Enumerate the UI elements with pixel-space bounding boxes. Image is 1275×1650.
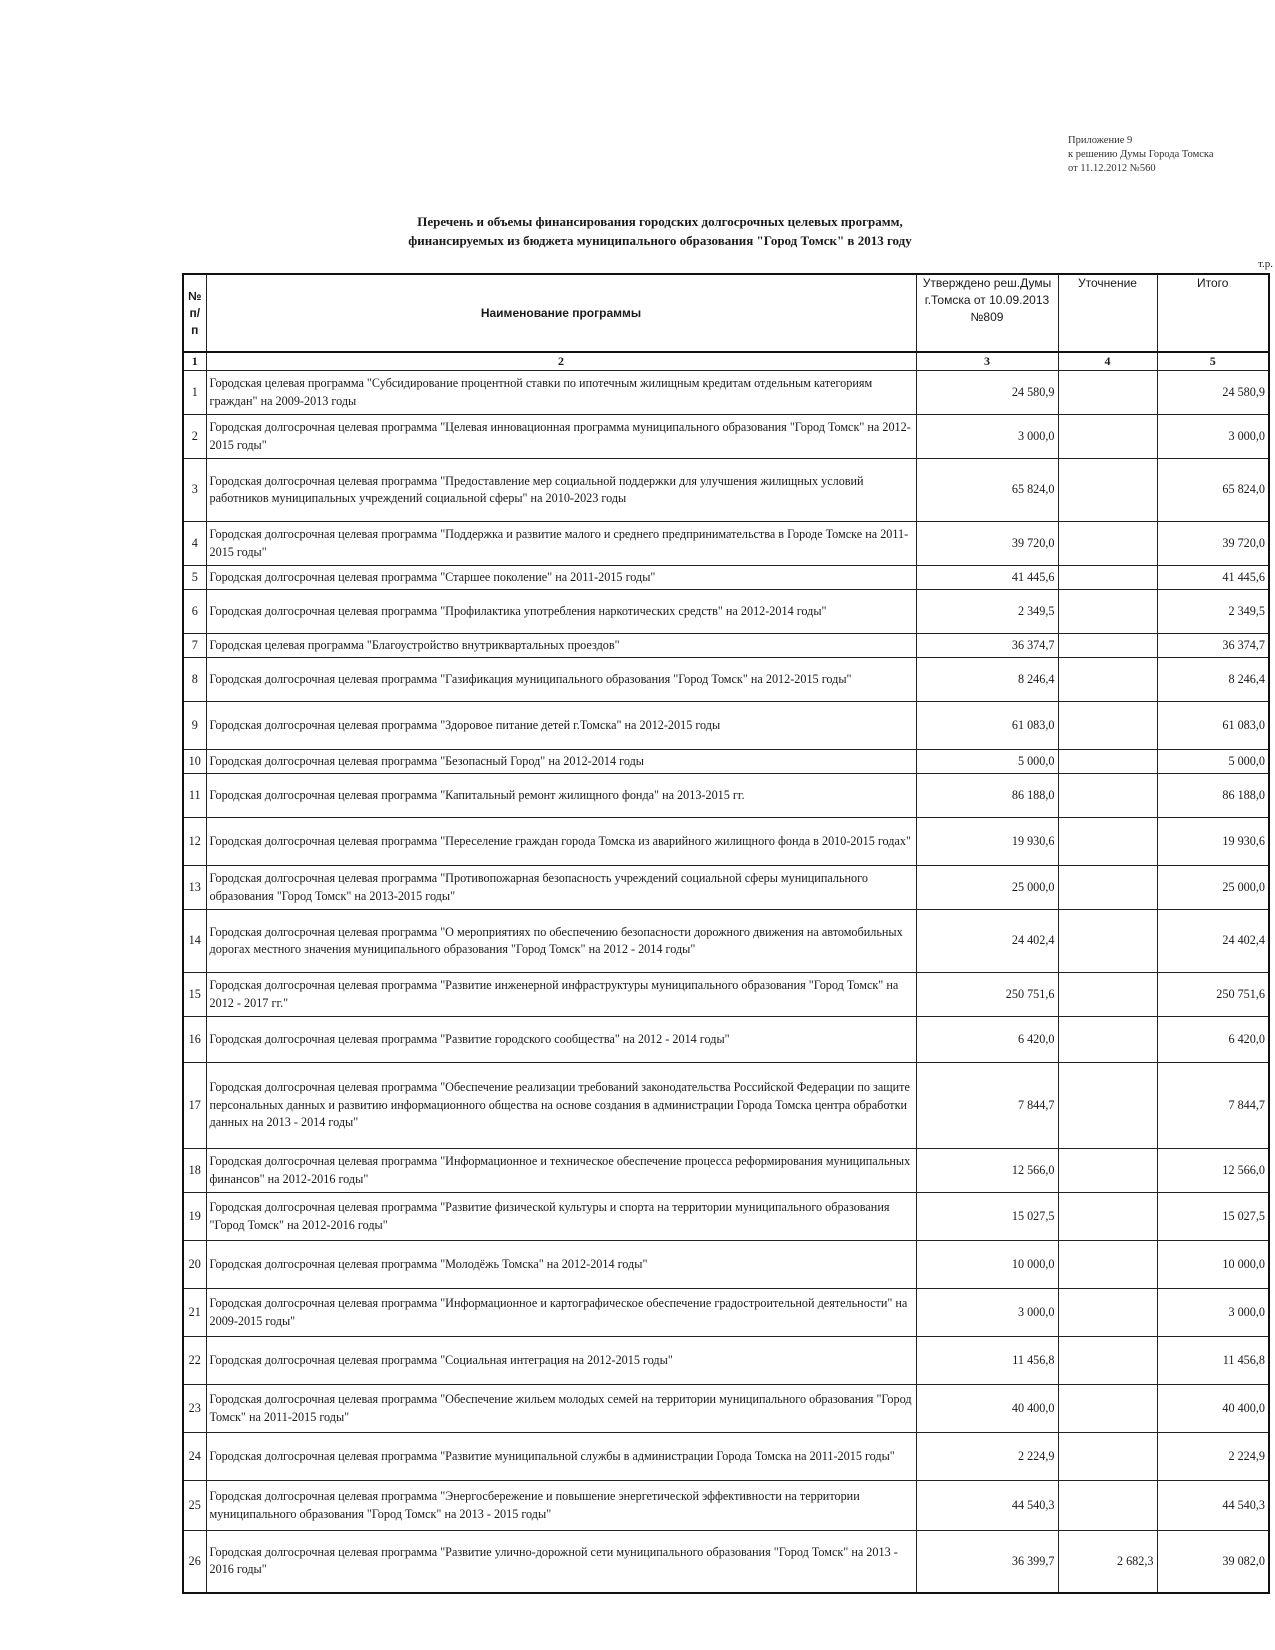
row-number: 6	[183, 590, 206, 634]
document-title	[360, 212, 960, 250]
program-name: Городская долгосрочная целевая программа "Энергосбережение и повышение энергетической эффективности на территории муниципального образования "Город Томск" на 2013 - 2015 годы"	[206, 1481, 916, 1531]
table-row	[183, 658, 1269, 702]
column-index: 2	[206, 352, 916, 371]
row-number: 15	[183, 973, 206, 1017]
total-amount: 86 188,0	[1157, 774, 1269, 818]
row-number: 23	[183, 1385, 206, 1433]
approved-amount: 8 246,4	[916, 658, 1058, 702]
clarification-amount	[1058, 973, 1157, 1017]
row-number: 18	[183, 1149, 206, 1193]
clarification-amount	[1058, 1149, 1157, 1193]
clarification-amount	[1058, 774, 1157, 818]
approved-amount: 250 751,6	[916, 973, 1058, 1017]
row-number: 19	[183, 1193, 206, 1241]
program-name: Городская долгосрочная целевая программа "О мероприятиях по обеспечению безопасности дорожного движения на автомобильных дорогах местного значения муниципального образования "Город Томск" на 2012 - 2014 годы"	[206, 910, 916, 973]
table-row	[183, 634, 1269, 658]
row-number: 2	[183, 415, 206, 459]
table-row	[183, 590, 1269, 634]
row-number: 1	[183, 371, 206, 415]
table-row	[183, 522, 1269, 566]
total-amount: 61 083,0	[1157, 702, 1269, 750]
column-index: 1	[183, 352, 206, 371]
table-row	[183, 1149, 1269, 1193]
table-row	[183, 1017, 1269, 1063]
total-amount: 39 720,0	[1157, 522, 1269, 566]
row-number: 3	[183, 459, 206, 522]
table-row	[183, 1241, 1269, 1289]
column-index: 4	[1058, 352, 1157, 371]
program-name: Городская целевая программа "Благоустройство внутриквартальных проездов"	[206, 634, 916, 658]
column-index: 3	[916, 352, 1058, 371]
row-number: 9	[183, 702, 206, 750]
table-row	[183, 459, 1269, 522]
total-amount: 19 930,6	[1157, 818, 1269, 866]
table-row	[183, 866, 1269, 910]
table-row	[183, 1385, 1269, 1433]
program-name: Городская долгосрочная целевая программа "Безопасный Город" на 2012-2014 годы	[206, 750, 916, 774]
row-number: 17	[183, 1063, 206, 1149]
program-name: Городская долгосрочная целевая программа "Молодёжь Томска" на 2012-2014 годы"	[206, 1241, 916, 1289]
total-amount: 8 246,4	[1157, 658, 1269, 702]
clarification-amount	[1058, 818, 1157, 866]
clarification-amount	[1058, 702, 1157, 750]
row-number: 10	[183, 750, 206, 774]
total-amount: 10 000,0	[1157, 1241, 1269, 1289]
clarification-amount	[1058, 658, 1157, 702]
total-amount: 36 374,7	[1157, 634, 1269, 658]
approved-amount: 3 000,0	[916, 415, 1058, 459]
row-number: 16	[183, 1017, 206, 1063]
total-amount: 24 402,4	[1157, 910, 1269, 973]
table-row	[183, 750, 1269, 774]
clarification-amount	[1058, 1337, 1157, 1385]
program-name: Городская долгосрочная целевая программа "Обеспечение жильем молодых семей на территории муниципального образования "Город Томск" на 2011-2015 годы"	[206, 1385, 916, 1433]
total-amount: 5 000,0	[1157, 750, 1269, 774]
table-row	[183, 818, 1269, 866]
table-row	[183, 702, 1269, 750]
units-label: т.р.	[1258, 258, 1273, 270]
program-name: Городская долгосрочная целевая программа "Противопожарная безопасность учреждений социальной сферы муниципального образования "Город Томск" на 2013-2015 годы"	[206, 866, 916, 910]
approved-amount: 15 027,5	[916, 1193, 1058, 1241]
approved-amount: 19 930,6	[916, 818, 1058, 866]
approved-amount: 39 720,0	[916, 522, 1058, 566]
approved-amount: 36 374,7	[916, 634, 1058, 658]
program-name: Городская целевая программа "Субсидирование процентной ставки по ипотечным жилищным кредитам отдельным категориям граждан" на 2009-2013 годы	[206, 371, 916, 415]
clarification-amount	[1058, 910, 1157, 973]
clarification-amount	[1058, 459, 1157, 522]
clarification-amount	[1058, 1241, 1157, 1289]
approved-amount: 10 000,0	[916, 1241, 1058, 1289]
clarification-amount	[1058, 590, 1157, 634]
approved-amount: 7 844,7	[916, 1063, 1058, 1149]
row-number: 5	[183, 566, 206, 590]
total-amount: 44 540,3	[1157, 1481, 1269, 1531]
header-num: № п/п	[183, 274, 206, 352]
program-name: Городская долгосрочная целевая программа "Профилактика употребления наркотических средств" на 2012-2014 годы"	[206, 590, 916, 634]
clarification-amount	[1058, 1385, 1157, 1433]
total-amount: 12 566,0	[1157, 1149, 1269, 1193]
appendix-note	[1068, 134, 1214, 176]
total-amount: 11 456,8	[1157, 1337, 1269, 1385]
total-amount: 40 400,0	[1157, 1385, 1269, 1433]
row-number: 26	[183, 1531, 206, 1593]
total-amount: 24 580,9	[1157, 371, 1269, 415]
total-amount: 2 349,5	[1157, 590, 1269, 634]
table-row	[183, 1337, 1269, 1385]
clarification-amount	[1058, 750, 1157, 774]
row-number: 12	[183, 818, 206, 866]
program-name: Городская долгосрочная целевая программа "Развитие инженерной инфраструктуры муниципального образования "Город Томск" на 2012 - 2017 гг."	[206, 973, 916, 1017]
approved-amount: 12 566,0	[916, 1149, 1058, 1193]
table-row	[183, 371, 1269, 415]
clarification-amount	[1058, 866, 1157, 910]
row-number: 25	[183, 1481, 206, 1531]
clarification-amount	[1058, 1193, 1157, 1241]
header-approved: Утверждено реш.Думы г.Томска от 10.09.2013 №809	[916, 274, 1058, 352]
clarification-amount	[1058, 1063, 1157, 1149]
table-row	[183, 1063, 1269, 1149]
table-row	[183, 973, 1269, 1017]
table-row	[183, 415, 1269, 459]
approved-amount: 41 445,6	[916, 566, 1058, 590]
clarification-amount	[1058, 371, 1157, 415]
table-row	[183, 566, 1269, 590]
total-amount: 7 844,7	[1157, 1063, 1269, 1149]
approved-amount: 3 000,0	[916, 1289, 1058, 1337]
row-number: 4	[183, 522, 206, 566]
total-amount: 39 082,0	[1157, 1531, 1269, 1593]
approved-amount: 2 349,5	[916, 590, 1058, 634]
clarification-amount: 2 682,3	[1058, 1531, 1157, 1593]
total-amount: 6 420,0	[1157, 1017, 1269, 1063]
column-index-row	[183, 352, 1269, 371]
program-name: Городская долгосрочная целевая программа "Здоровое питание детей г.Томска" на 2012-2015 годы	[206, 702, 916, 750]
program-name: Городская долгосрочная целевая программа "Газификация муниципального образования "Город Томск" на 2012-2015 годы"	[206, 658, 916, 702]
header-name: Наименование программы	[206, 274, 916, 352]
program-name: Городская долгосрочная целевая программа "Развитие улично-дорожной сети муниципального образования "Город Томск" на 2013 - 2016 годы"	[206, 1531, 916, 1593]
clarification-amount	[1058, 566, 1157, 590]
approved-amount: 61 083,0	[916, 702, 1058, 750]
clarification-amount	[1058, 1289, 1157, 1337]
row-number: 11	[183, 774, 206, 818]
program-name: Городская долгосрочная целевая программа "Переселение граждан города Томска из аварийного жилищного фонда в 2010-2015 годах"	[206, 818, 916, 866]
approved-amount: 44 540,3	[916, 1481, 1058, 1531]
table-row	[183, 1193, 1269, 1241]
total-amount: 250 751,6	[1157, 973, 1269, 1017]
program-name: Городская долгосрочная целевая программа "Развитие муниципальной службы в администрации Города Томска на 2011-2015 годы"	[206, 1433, 916, 1481]
clarification-amount	[1058, 1017, 1157, 1063]
approved-amount: 5 000,0	[916, 750, 1058, 774]
approved-amount: 2 224,9	[916, 1433, 1058, 1481]
clarification-amount	[1058, 522, 1157, 566]
row-number: 7	[183, 634, 206, 658]
row-number: 13	[183, 866, 206, 910]
title-line-2: финансируемых из бюджета муниципального образования "Город Томск" в 2013 году	[408, 233, 912, 248]
total-amount: 15 027,5	[1157, 1193, 1269, 1241]
approved-amount: 6 420,0	[916, 1017, 1058, 1063]
row-number: 24	[183, 1433, 206, 1481]
approved-amount: 40 400,0	[916, 1385, 1058, 1433]
approved-amount: 65 824,0	[916, 459, 1058, 522]
total-amount: 3 000,0	[1157, 415, 1269, 459]
program-name: Городская долгосрочная целевая программа "Поддержка и развитие малого и среднего предпринимательства в Городе Томске на 2011-2015 годы"	[206, 522, 916, 566]
approved-amount: 25 000,0	[916, 866, 1058, 910]
header-total: Итого	[1157, 274, 1269, 352]
column-index: 5	[1157, 352, 1269, 371]
appendix-line-3: от 11.12.2012 №560	[1068, 163, 1156, 174]
clarification-amount	[1058, 1433, 1157, 1481]
clarification-amount	[1058, 1481, 1157, 1531]
table-body	[183, 371, 1269, 1593]
approved-amount: 86 188,0	[916, 774, 1058, 818]
program-name: Городская долгосрочная целевая программа "Обеспечение реализации требований законодательства Российской Федерации по защите персональных данных и развитию информационного общества на основе создания в администрации Города Томска центра обработки данных на 2013 - 2014 годы"	[206, 1063, 916, 1149]
table-row	[183, 1481, 1269, 1531]
approved-amount: 24 580,9	[916, 371, 1058, 415]
total-amount: 3 000,0	[1157, 1289, 1269, 1337]
row-number: 14	[183, 910, 206, 973]
program-name: Городская долгосрочная целевая программа "Информационное и техническое обеспечение процесса реформирования муниципальных финансов" на 2012-2016 годы"	[206, 1149, 916, 1193]
total-amount: 2 224,9	[1157, 1433, 1269, 1481]
program-name: Городская долгосрочная целевая программа "Развитие физической культуры и спорта на территории муниципального образования "Город Томск" на 2012-2016 годы"	[206, 1193, 916, 1241]
clarification-amount	[1058, 634, 1157, 658]
table-row	[183, 1433, 1269, 1481]
appendix-line-2: к решению Думы Города Томска	[1068, 149, 1214, 160]
program-name: Городская долгосрочная целевая программа "Социальная интеграция на 2012-2015 годы"	[206, 1337, 916, 1385]
table-row	[183, 1531, 1269, 1593]
row-number: 8	[183, 658, 206, 702]
header-clarification: Уточнение	[1058, 274, 1157, 352]
total-amount: 25 000,0	[1157, 866, 1269, 910]
clarification-amount	[1058, 415, 1157, 459]
table-row	[183, 1289, 1269, 1337]
total-amount: 65 824,0	[1157, 459, 1269, 522]
row-number: 21	[183, 1289, 206, 1337]
appendix-line-1: Приложение 9	[1068, 135, 1133, 146]
approved-amount: 36 399,7	[916, 1531, 1058, 1593]
program-name: Городская долгосрочная целевая программа "Развитие городского сообщества" на 2012 - 2014 годы"	[206, 1017, 916, 1063]
program-name: Городская долгосрочная целевая программа "Старшее поколение" на 2011-2015 годы"	[206, 566, 916, 590]
table-row	[183, 774, 1269, 818]
program-name: Городская долгосрочная целевая программа "Предоставление мер социальной поддержки для улучшения жилищных условий работников муниципальных учреждений социальной сферы" на 2010-2023 годы	[206, 459, 916, 522]
table-row	[183, 910, 1269, 973]
program-name: Городская долгосрочная целевая программа "Информационное и картографическое обеспечение градостроительной деятельности" на 2009-2015 годы"	[206, 1289, 916, 1337]
approved-amount: 11 456,8	[916, 1337, 1058, 1385]
row-number: 22	[183, 1337, 206, 1385]
program-name: Городская долгосрочная целевая программа "Целевая инновационная программа муниципального образования "Город Томск" на 2012-2015 годы"	[206, 415, 916, 459]
programs-table	[182, 273, 1270, 1594]
program-name: Городская долгосрочная целевая программа "Капитальный ремонт жилищного фонда" на 2013-2015 гг.	[206, 774, 916, 818]
title-line-1: Перечень и объемы финансирования городских долгосрочных целевых программ,	[417, 214, 903, 229]
row-number: 20	[183, 1241, 206, 1289]
total-amount: 41 445,6	[1157, 566, 1269, 590]
approved-amount: 24 402,4	[916, 910, 1058, 973]
